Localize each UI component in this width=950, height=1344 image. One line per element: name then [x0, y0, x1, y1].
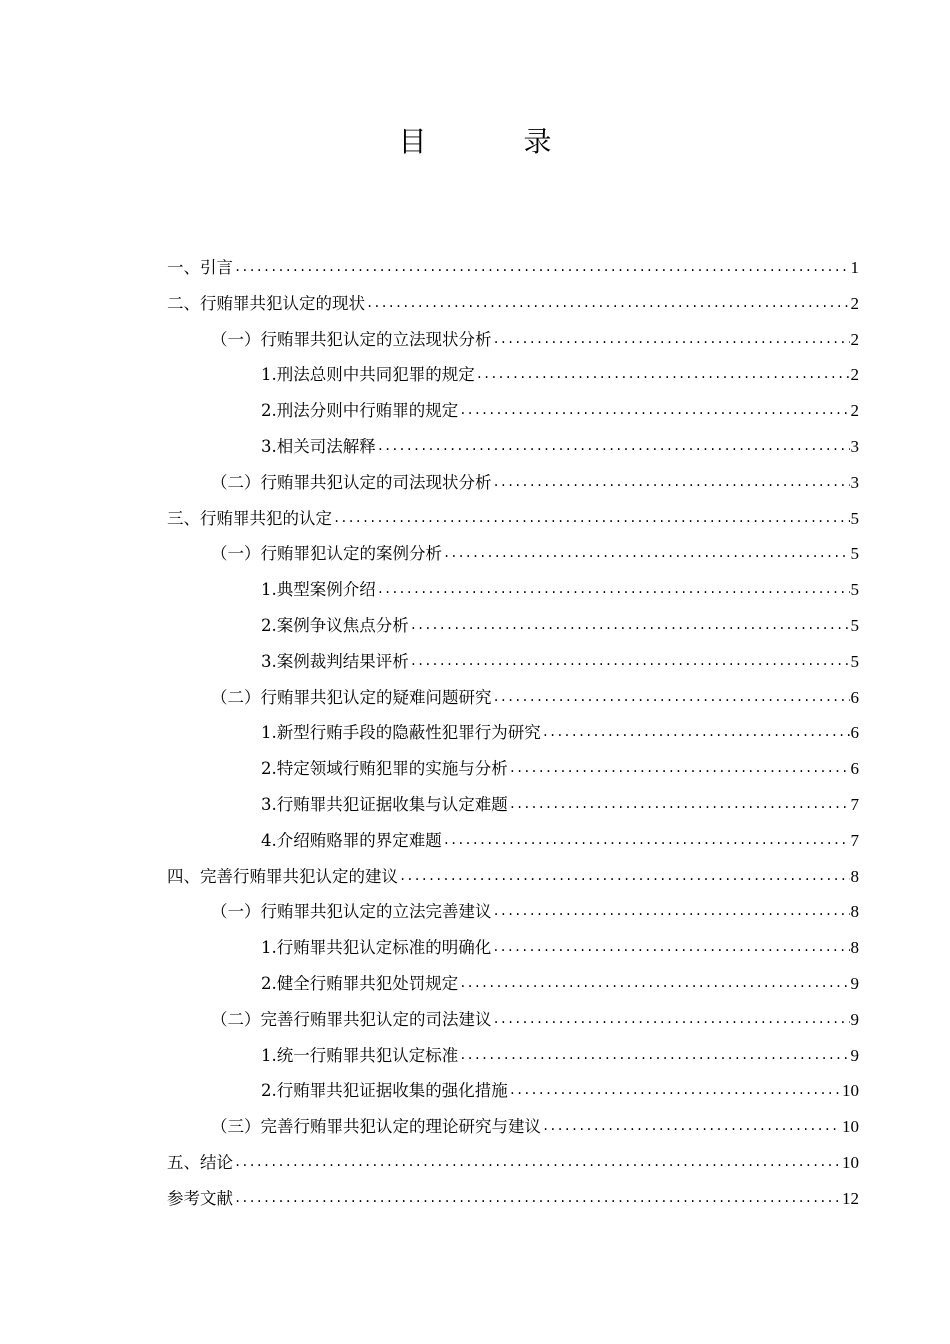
toc-entry[interactable] [167, 787, 859, 823]
toc-dot-leader [542, 1109, 841, 1145]
toc-entry-title: （一）行贿罪共犯认定的立法现状分析 [211, 329, 492, 349]
toc-entry[interactable] [167, 894, 859, 930]
toc-page-number: 8 [850, 902, 859, 922]
toc-page-number: 2 [850, 329, 859, 349]
toc-entry-title: （二）完善行贿罪共犯认定的司法建议 [211, 1009, 492, 1029]
toc-entry-title: （一）行贿罪共犯认定的立法完善建议 [211, 902, 492, 922]
toc-page-number: 2 [850, 293, 859, 313]
toc-page-number: 3 [850, 472, 859, 492]
toc-entry-title: 2.案例争议焦点分析 [261, 615, 409, 635]
toc-entry-title: （三）完善行贿罪共犯认定的理论研究与建议 [211, 1117, 541, 1137]
toc-dot-leader [459, 966, 849, 1002]
toc-entry-title: 2.刑法分则中行贿罪的规定 [261, 401, 459, 421]
toc-dot-leader [509, 787, 850, 823]
toc-entry-title: 3.案例裁判结果评析 [261, 651, 409, 671]
toc-page-number: 1 [850, 258, 859, 277]
toc-dot-leader [377, 572, 850, 608]
toc-entry[interactable] [167, 393, 859, 429]
toc-page-number: 5 [850, 651, 859, 671]
toc-page-number: 5 [850, 508, 859, 528]
toc-entry[interactable] [167, 644, 859, 680]
toc-page-number: 5 [850, 615, 859, 635]
toc-dot-leader [234, 1181, 841, 1217]
toc-entry[interactable] [167, 859, 859, 895]
toc-entry[interactable] [167, 966, 859, 1002]
toc-dot-leader [542, 715, 850, 751]
toc-page-number: 10 [842, 1152, 859, 1172]
toc-dot-leader [333, 501, 850, 537]
toc-entry[interactable] [167, 680, 859, 716]
toc-entry-title: 3.行贿罪共犯证据收集与认定难题 [261, 794, 508, 814]
toc-entry-title: 1.新型行贿手段的隐蔽性犯罪行为研究 [261, 723, 541, 743]
toc-entry-title: 1.行贿罪共犯认定标准的明确化 [261, 938, 492, 958]
toc-page-number: 7 [850, 830, 859, 850]
toc-dot-leader [493, 322, 850, 358]
toc-page-number: 12 [842, 1188, 859, 1208]
toc-dot-leader [493, 465, 850, 501]
toc-entry[interactable] [167, 357, 859, 393]
toc-entry-title: 一、引言 [167, 258, 233, 277]
toc-dot-leader [459, 393, 849, 429]
toc-entry-title: 2.行贿罪共犯证据收集的强化措施 [261, 1081, 508, 1101]
toc-entry-title: 3.相关司法解释 [261, 436, 376, 456]
toc-page-number: 6 [850, 687, 859, 707]
toc-entry[interactable] [167, 715, 859, 751]
toc-page-number: 3 [850, 436, 859, 456]
toc-page-number: 10 [842, 1081, 859, 1101]
toc-dot-leader [443, 536, 850, 572]
toc-entry[interactable] [167, 930, 859, 966]
toc-dot-leader [443, 823, 850, 859]
toc-entry[interactable] [167, 536, 859, 572]
toc-page-number: 9 [850, 1045, 859, 1065]
toc-entry-title: （二）行贿罪共犯认定的疑难问题研究 [211, 687, 492, 707]
toc-entry[interactable] [167, 501, 859, 537]
toc-entry-title: 1.刑法总则中共同犯罪的规定 [261, 365, 475, 385]
toc-entry-title: 1.典型案例介绍 [261, 580, 376, 600]
toc-entry[interactable] [167, 1181, 859, 1217]
toc-entry-title: 参考文献 [167, 1188, 233, 1208]
toc-page-number: 2 [850, 365, 859, 385]
toc-entry-title: （二）行贿罪共犯认定的司法现状分析 [211, 472, 492, 492]
toc-entry[interactable] [167, 1073, 859, 1109]
toc-entry-title: 4.介绍贿赂罪的界定难题 [261, 830, 442, 850]
table-of-contents [167, 250, 859, 1217]
toc-entry[interactable] [167, 322, 859, 358]
toc-dot-leader [492, 930, 849, 966]
toc-entry-title: 1.统一行贿罪共犯认定标准 [261, 1045, 459, 1065]
toc-entry[interactable] [167, 572, 859, 608]
toc-page-number: 5 [850, 544, 859, 564]
toc-page-number: 7 [850, 794, 859, 814]
toc-dot-leader [459, 1038, 849, 1074]
toc-dot-leader [476, 357, 850, 393]
toc-entry-title: 三、行贿罪共犯的认定 [167, 508, 332, 528]
toc-dot-leader [509, 1073, 841, 1109]
toc-entry-title: （一）行贿罪犯认定的案例分析 [211, 544, 442, 564]
toc-page-number: 8 [850, 938, 859, 958]
toc-dot-leader [377, 429, 850, 465]
toc-entry[interactable] [167, 1002, 859, 1038]
toc-page-number: 2 [850, 401, 859, 421]
toc-dot-leader [410, 608, 850, 644]
toc-page-number: 6 [850, 723, 859, 743]
toc-entry[interactable] [167, 1038, 859, 1074]
toc-dot-leader [493, 894, 850, 930]
toc-entry[interactable] [167, 429, 859, 465]
toc-entry[interactable] [167, 250, 859, 286]
toc-dot-leader [399, 859, 850, 895]
toc-entry-title: 2.特定领域行贿犯罪的实施与分析 [261, 759, 508, 779]
toc-dot-leader [366, 286, 850, 322]
toc-page-number: 6 [850, 759, 859, 779]
toc-page-number: 5 [850, 580, 859, 600]
toc-entry-title: 二、行贿罪共犯认定的现状 [167, 293, 365, 313]
toc-entry[interactable] [167, 823, 859, 859]
toc-dot-leader [410, 644, 850, 680]
toc-entry-title: 五、结论 [167, 1152, 233, 1172]
toc-entry[interactable] [167, 608, 859, 644]
toc-entry[interactable] [167, 751, 859, 787]
toc-entry[interactable] [167, 286, 859, 322]
toc-entry-title: 四、完善行贿罪共犯认定的建议 [167, 866, 398, 886]
toc-dot-leader [234, 250, 850, 286]
toc-entry[interactable] [167, 1109, 859, 1145]
toc-page-number: 8 [850, 866, 859, 886]
toc-page-number: 10 [842, 1117, 859, 1137]
toc-entry[interactable] [167, 465, 859, 501]
toc-dot-leader [493, 680, 850, 716]
toc-page-number: 9 [850, 1009, 859, 1029]
toc-entry-title: 2.健全行贿罪共犯处罚规定 [261, 973, 459, 993]
toc-entry[interactable] [167, 1145, 859, 1181]
page-title: 目 录 [398, 125, 596, 158]
toc-dot-leader [493, 1002, 850, 1038]
toc-page-number: 9 [850, 973, 859, 993]
toc-dot-leader [509, 751, 850, 787]
toc-dot-leader [234, 1145, 841, 1181]
